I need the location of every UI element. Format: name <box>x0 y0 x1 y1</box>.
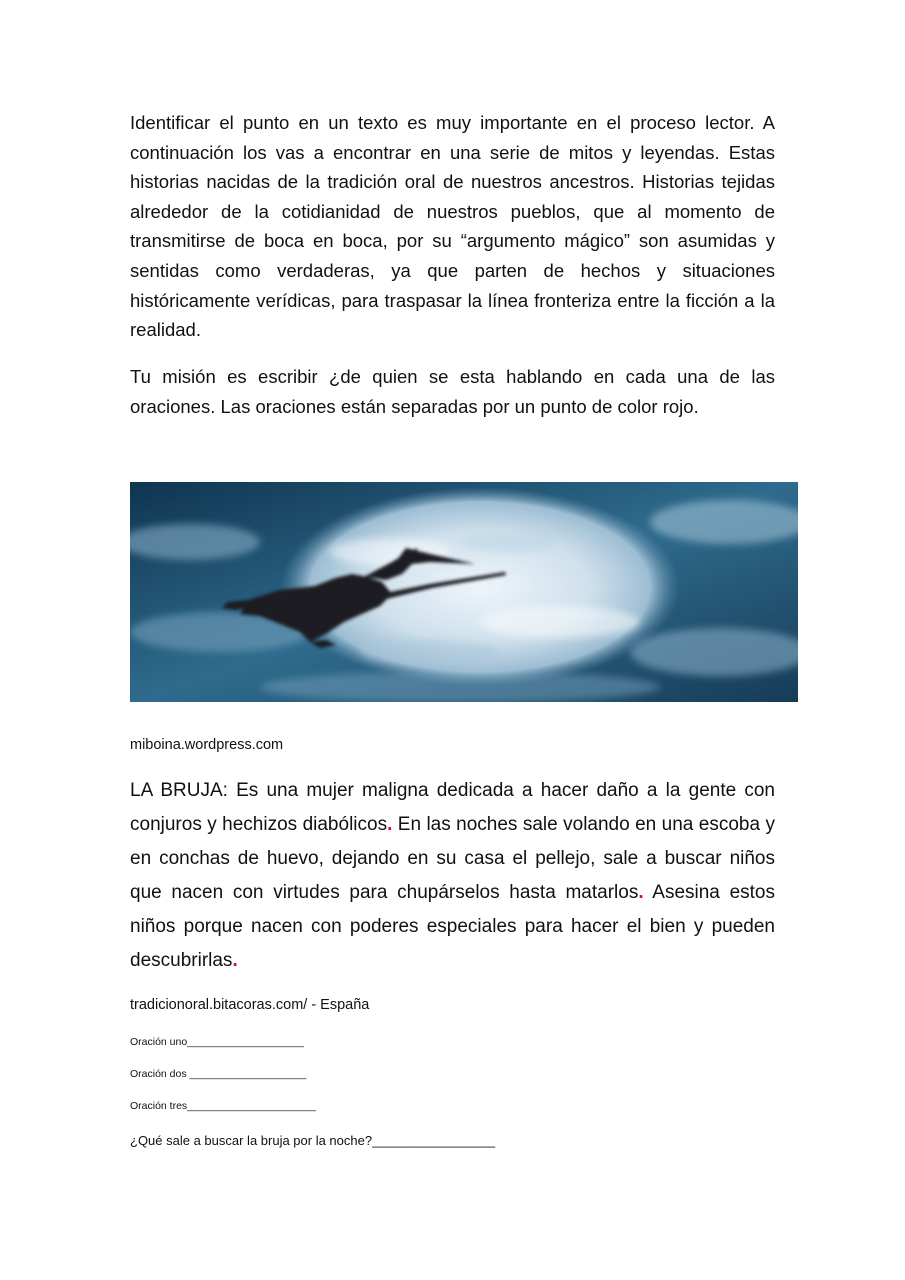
question-line[interactable]: ¿Qué sale a buscar la bruja por la noche?_________________ <box>130 1133 495 1148</box>
sentence-one: LA BRUJA: Es una mujer maligna dedicada a hacer daño a la gente con conjuros y hechizos diabólicos <box>130 780 775 835</box>
story-paragraph <box>130 774 775 978</box>
answer-line-two[interactable]: Oración dos ____________________ <box>130 1068 307 1080</box>
intro-paragraph: Identificar el punto en un texto es muy importante en el proceso lector. A continuación los vas a encontrar en una serie de mitos y leyendas. Estas historias nacidas de la tradición oral de nuestros ancestros. Historias tejidas alrededor de la cotidianidad de nuestros pueblos, que al momento de transmitirse de boca en boca, por su “argumento mágico” son asumidas y sentidas como verdaderas, ya que parten de hechos y situaciones históricamente verídicas, para traspasar la línea fronteriza entre la ficción a la realidad. <box>130 112 775 341</box>
mission-paragraph: Tu misión es escribir ¿de quien se esta hablando en cada una de las oraciones. Las oraciones están separadas por un punto de color rojo. <box>130 366 775 417</box>
sentence-three: Asesina estos niños porque nacen con poderes especiales para hacer el bien y pueden descubrirlas <box>130 882 775 971</box>
red-dot: . <box>638 882 644 903</box>
image-credit: miboina.wordpress.com <box>130 737 284 753</box>
answer-line-one[interactable]: Oración uno____________________ <box>130 1036 304 1048</box>
witch-moon-photo <box>130 482 798 702</box>
witch-silhouette-illustration <box>130 482 798 702</box>
story-credit: tradicionoral.bitacoras.com/ - España <box>130 997 370 1013</box>
sentence-two: En las noches sale volando en una escoba y en conchas de huevo, dejando en su casa el pellejo, sale a buscar niños que nacen con virtudes para chupárselos hasta matarlos <box>130 814 775 903</box>
answer-line-three[interactable]: Oración tres______________________ <box>130 1100 316 1112</box>
red-dot: . <box>387 814 393 835</box>
red-dot: . <box>232 950 238 971</box>
